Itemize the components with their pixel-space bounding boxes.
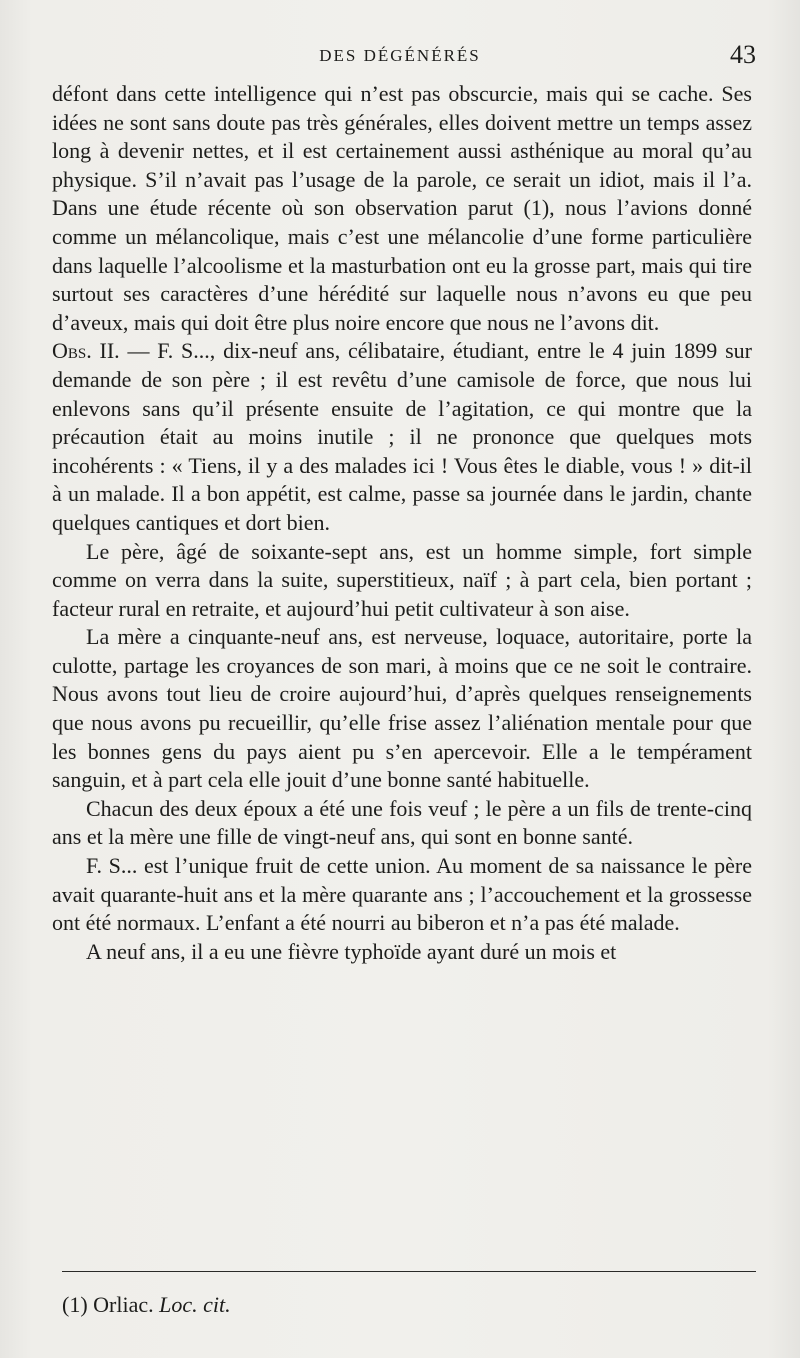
footnote-author: Orliac. [93,1292,154,1317]
body-text [52,80,752,966]
footnote-reference: Loc. cit. [159,1292,231,1317]
paragraph-observation [52,337,752,537]
paragraph-continuation: défont dans cette intelligence qui n’est pas obscurcie, mais qui se cache. Ses idées ne sont sans doute pas très générales, elles doivent mettre un temps assez long à devenir nettes, et il est certainement aussi asthénique au moral qu’au physique. S’il n’avait pas l’usage de la parole, ce serait un idiot, mais il l’a. Dans une étude récente où son observation parut (1), nous l’avions donné comme un mélancolique, mais c’est une mélancolie d’une forme particulière dans laquelle l’alcoolisme et la masturbation ont eu la grosse part, mais qui tire surtout ses caractères d’une hérédité sur laquelle nous n’avons eu que peu d’aveux, mais qui doit être plus noire encore que nous ne l’avons dit. [52,81,752,335]
footnote-marker: (1) [62,1292,88,1317]
paragraph-mother: La mère a cinquante-neuf ans, est nerveuse, loquace, autoritaire, porte la culotte, partage les croyances de son mari, à moins que ce ne soit le contraire. Nous avons tout lieu de croire aujourd’hui, d’après quelques renseignements que nous avons pu recueillir, qu’elle frise assez l’aliénation mentale pour que les bonnes gens du pays aient pu s’en apercevoir. Elle a le tempérament sanguin, et à part cela elle jouit d’une bonne santé habituelle. [52,624,752,793]
footnote-rule [62,1271,756,1272]
footnote [62,1292,752,1318]
page-header [0,40,800,70]
paragraph-birth: F. S... est l’unique fruit de cette union. Au moment de sa naissance le père avait quarante-huit ans et la mère quarante ans ; l’accouchement et la grossesse ont été normaux. L’enfant a été nourri au biberon et n’a pas été malade. [52,853,752,936]
running-title: DES DÉGÉNÉRÉS [319,46,481,65]
paragraph-father: Le père, âgé de soixante-sept ans, est un homme simple, fort simple comme on verra dans la suite, superstitieux, naïf ; à part cela, bien portant ; facteur rural en retraite, et aujourd’hui petit cultivateur à son aise. [52,538,752,621]
paragraph-typhoid: A neuf ans, il a eu une fièvre typhoïde ayant duré un mois et [86,938,617,964]
paragraph-spouses: Chacun des deux époux a été une fois veuf ; le père a un fils de trente-cinq ans et la mère une fille de vingt-neuf ans, qui sont en bonne santé. [52,795,752,850]
page-number: 43 [730,40,756,69]
observation-label: Obs. II. [52,338,120,364]
observation-text: — F. S..., dix-neuf ans, célibataire, étudiant, entre le 4 juin 1899 sur demande de son père ; il est revêtu d’une camisole de force, que nous lui enlevons sans qu’il présente ensuite de l’agitation, ce qui montre que la précaution était au moins inutile ; il ne prononce que quelques mots incohérents : « Tiens, il y a des malades ici ! Vous êtes le diable, vous ! » dit-il à un malade. Il a bon appétit, est calme, passe sa journée dans le jardin, chante quelques cantiques et dort bien. [52,338,752,535]
